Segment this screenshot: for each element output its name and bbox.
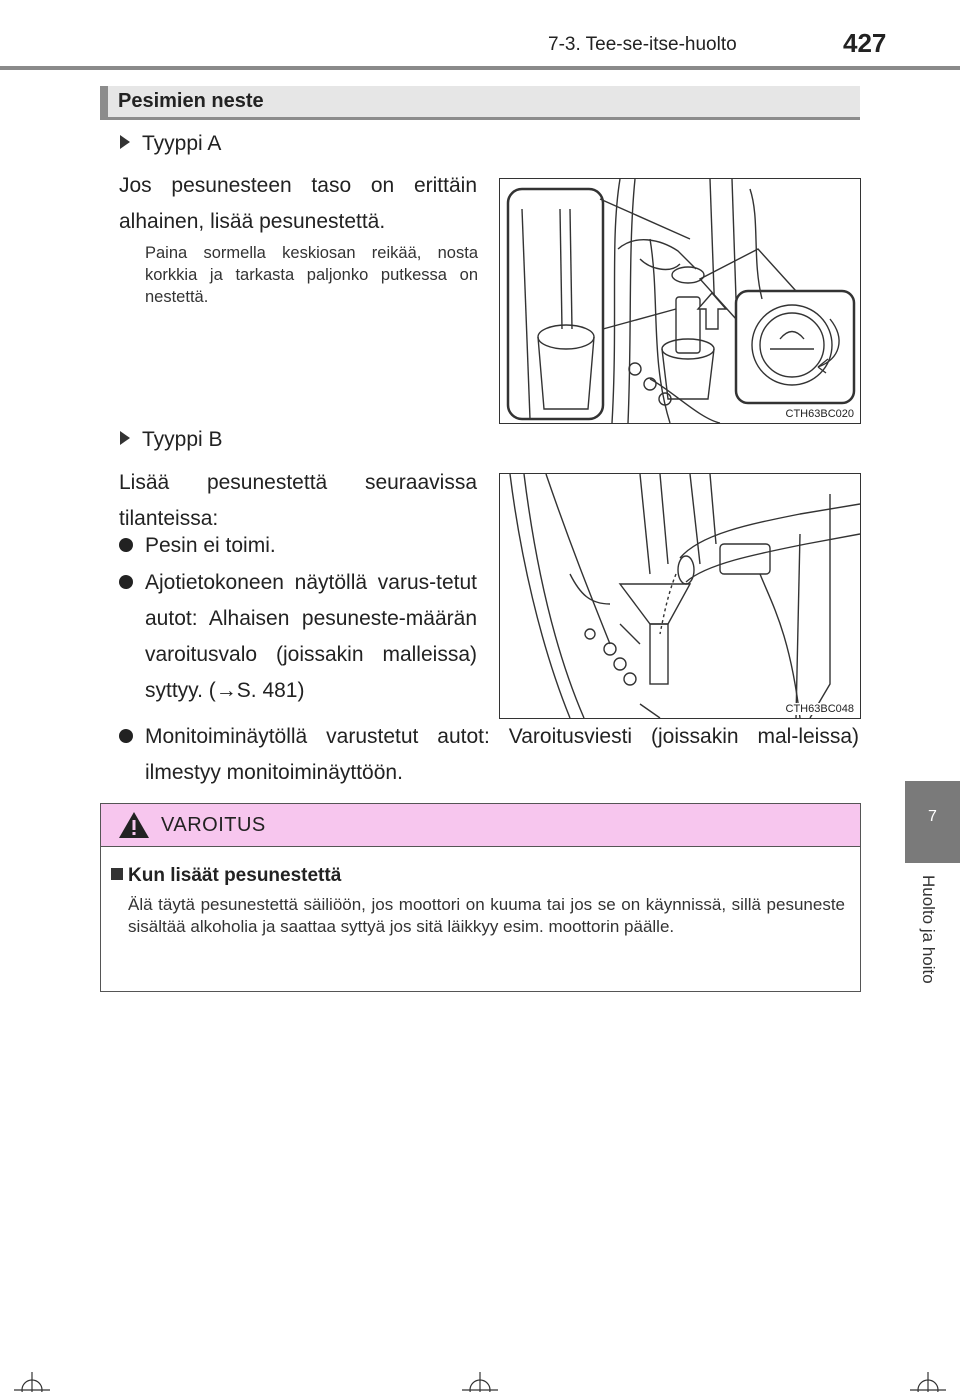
list-item-text: Ajotietokoneen näytöllä varus-tetut autot: Alhaisen pesuneste-määrän varoitusvalo (joissakin malleissa) syttyy. (→S. 481) (145, 571, 477, 702)
registration-mark-icon (462, 1372, 498, 1392)
figure-type-a (499, 178, 861, 424)
warning-text: Älä täytä pesunestettä säiliöön, jos moottori on kuuma tai jos se on käynnissä, sillä pesuneste sisältää alkoholia ja saattaa syttyä jos sitä läikkyy esim. moottorin päälle. (128, 895, 845, 936)
washer-fill-illustration-b (500, 474, 860, 718)
page-number: 427 (843, 28, 887, 58)
chapter-title: Huolto ja hoito (919, 875, 938, 984)
square-bullet-icon (111, 868, 123, 880)
registration-mark-icon (14, 1372, 50, 1392)
triangle-right-icon (120, 135, 130, 149)
header-rule (0, 66, 960, 70)
type-b-heading-text: Tyyppi B (142, 428, 223, 451)
chapter-tab: 7 (905, 781, 960, 863)
figure-code-b: CTH63BC048 (785, 703, 854, 715)
warning-title: VAROITUS (161, 814, 266, 836)
warning-subheading (111, 865, 341, 887)
triangle-right-icon (120, 431, 130, 445)
warning-header (101, 804, 860, 847)
list-item (119, 528, 477, 564)
type-a-heading (120, 132, 221, 156)
list-item-text: Pesin ei toimi. (145, 534, 276, 557)
type-a-note: Paina sormella keskiosan reikää, nosta korkkia ja tarkasta paljonko putkessa on nestettä. (145, 244, 478, 306)
bullet-dot-icon (119, 538, 133, 552)
section-title: Pesimien neste (118, 90, 264, 112)
warning-triangle-icon (118, 811, 150, 839)
list-item (119, 565, 477, 709)
list-item (119, 719, 859, 791)
type-b-text: Lisää pesunestettä seuraavissa tilanteissa: (119, 471, 477, 530)
bullet-dot-icon (119, 729, 133, 743)
running-header-section: 7-3. Tee-se-itse-huolto (548, 34, 737, 55)
bullet-dot-icon (119, 575, 133, 589)
type-a-heading-text: Tyyppi A (142, 132, 222, 155)
type-b-heading (120, 428, 223, 452)
section-header-bar (100, 86, 860, 120)
washer-reservoir-illustration-a (500, 179, 860, 423)
figure-type-b (499, 473, 861, 719)
list-item-text: Monitoiminäytöllä varustetut autot: Varoitusviesti (joissakin mal-leissa) ilmestyy monitoiminäyttöön. (145, 725, 859, 784)
warning-subheading-text: Kun lisäät pesunestettä (128, 865, 342, 886)
warning-box (100, 803, 861, 992)
figure-code-a: CTH63BC020 (785, 408, 854, 420)
registration-mark-icon (910, 1372, 946, 1392)
type-a-text: Jos pesunesteen taso on erittäin alhainen, lisää pesunestettä. (119, 174, 477, 233)
